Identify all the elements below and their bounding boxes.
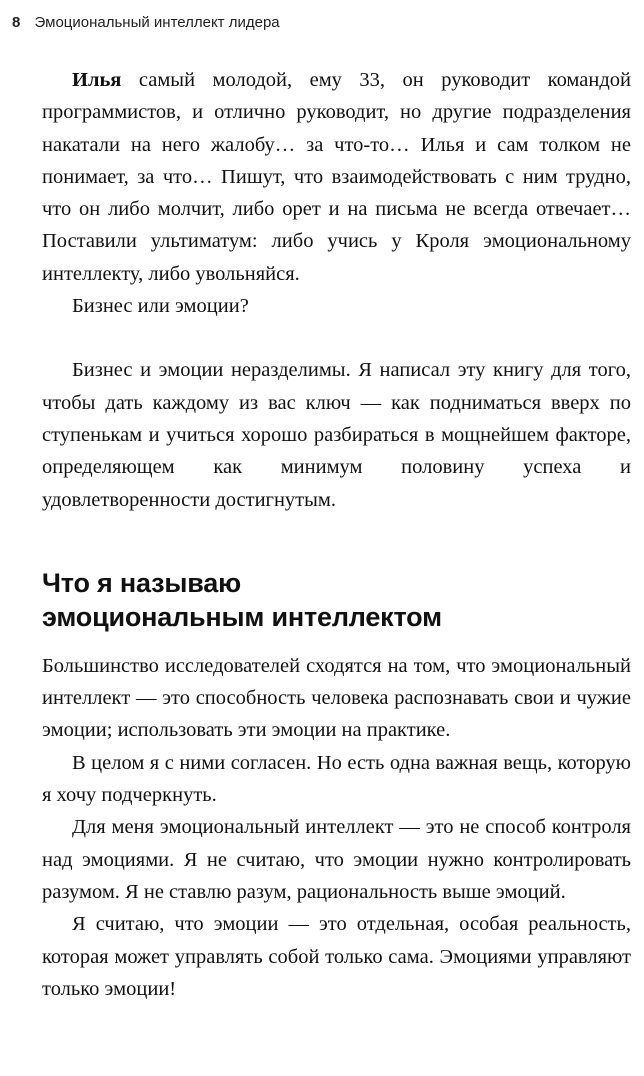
section-heading xyxy=(42,566,631,634)
section-paragraph-2: В целом я с ними согласен. Но есть одна важная вещь, которую я хочу подчеркнуть. xyxy=(42,751,631,807)
intro-paragraph-3: Бизнес и эмоции неразделимы. Я написал эту книгу для того, чтобы дать каждому из вас ключ — как подниматься вверх по ступенькам и учиться хорошо разбираться в мощнейшем факторе, определяющем как минимум половину успеха и удовлетворенности достигнутым. xyxy=(42,359,631,511)
section-heading-line-2: эмоциональным интеллектом xyxy=(42,601,442,632)
running-header xyxy=(12,14,280,31)
person-name: Илья xyxy=(72,69,122,91)
section-paragraph-4: Я считаю, что эмоции — это отдельная, особая реальность, которая может управлять собой только сама. Эмоциями управляют только эмоции! xyxy=(42,913,631,1000)
page-body xyxy=(42,64,631,1005)
section-heading-line-1: Что я называю xyxy=(42,567,241,598)
section-paragraph-3: Для меня эмоциональный интеллект — это не способ контроля над эмоциями. Я не считаю, что эмоции нужно контролировать разумом. Я не ставлю разум, рациональность выше эмоций. xyxy=(42,816,631,903)
intro-paragraph-1 xyxy=(42,64,631,290)
intro-paragraph-1-text: самый молодой, ему 33, он руководит командой программистов, и отлично руководит, но другие подразделения накатали на него жалобу… за что-то… Илья и сам толком не понимает, за что… Пишут, что взаимодействовать с ним трудно, что он либо молчит, либо орет и на письма не всегда отвечает… Поставили ультиматум: либо учись у Кроля эмоциональному интеллекту, либо увольняйся. xyxy=(42,69,631,285)
section-paragraph-1: Большинство исследователей сходятся на том, что эмоциональный интеллект — это способность человека распознавать свои и чужие эмоции; использовать эти эмоции на практике. xyxy=(42,654,631,742)
running-title: Эмоциональный интеллект лидера xyxy=(34,14,280,31)
intro-paragraph-2: Бизнес или эмоции? xyxy=(72,295,249,318)
page-number: 8 xyxy=(12,14,21,31)
